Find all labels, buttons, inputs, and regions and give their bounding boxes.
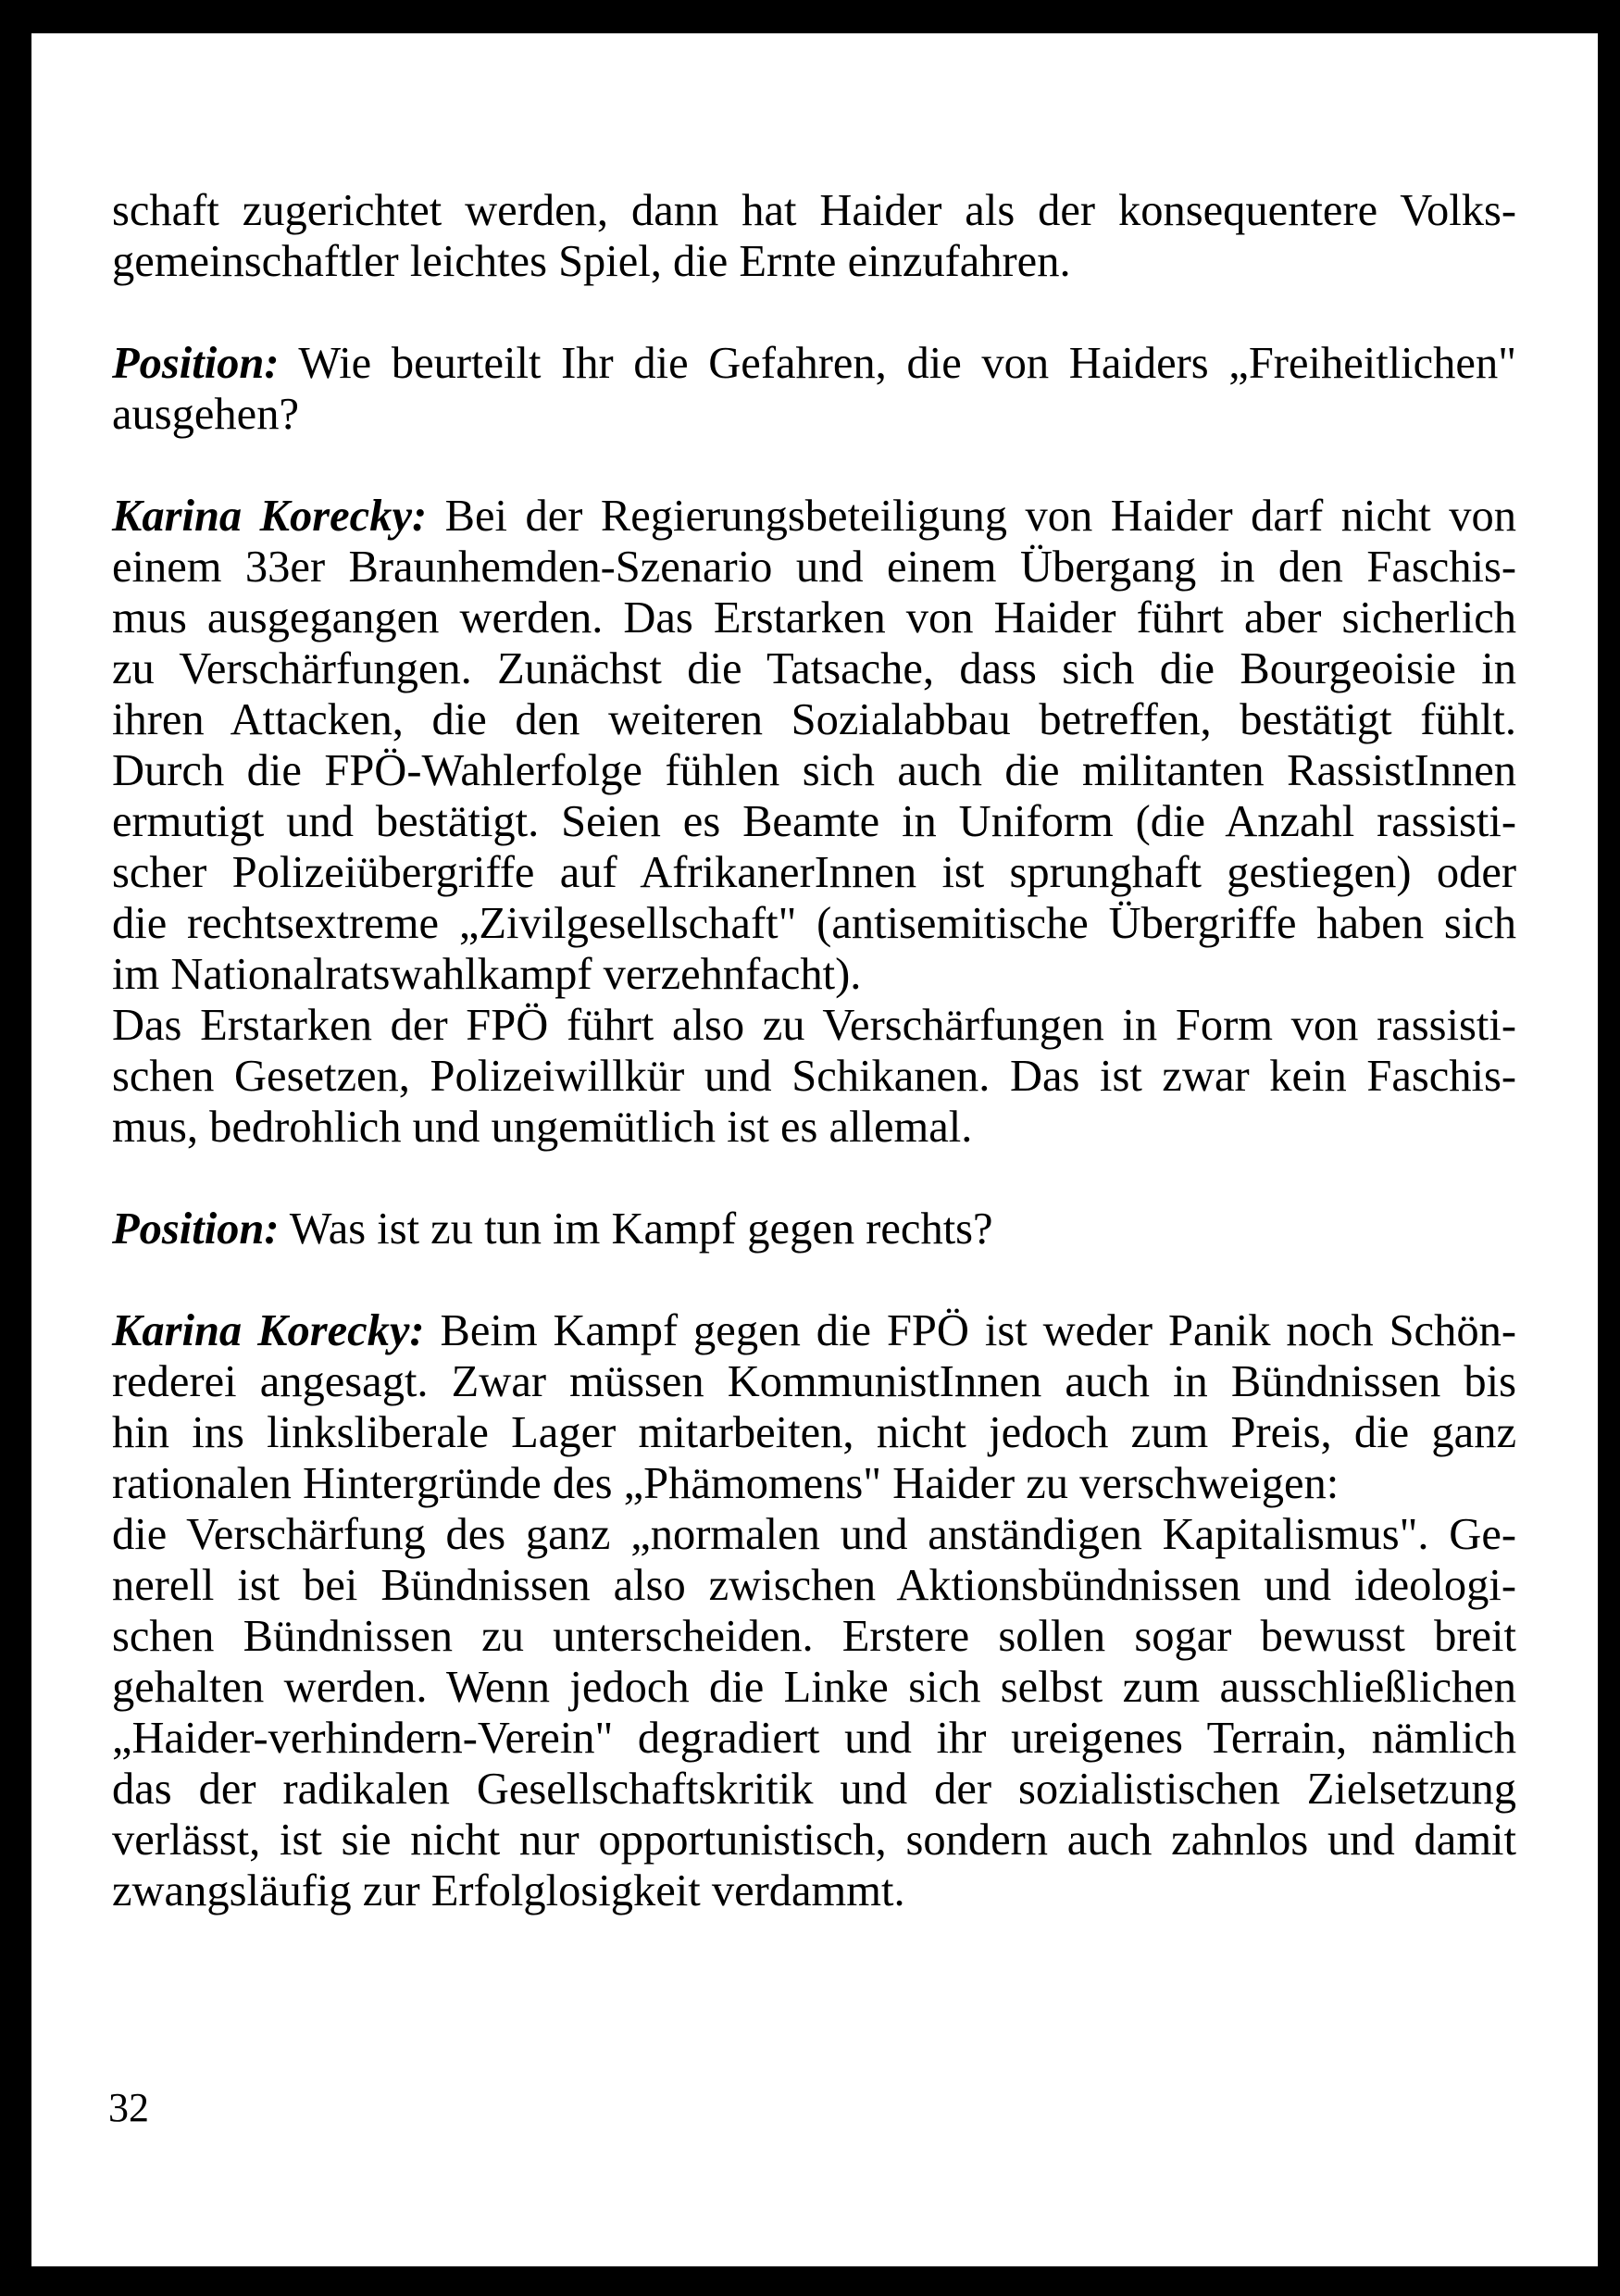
text-line: einem 33er Braunhemden-Szenario und einem Übergang in den Faschis- (112, 543, 1516, 592)
text-line: das der radikalen Gesellschaftskritik und der sozialistischen Zielsetzung (112, 1765, 1516, 1814)
paragraph-continuation (112, 185, 1516, 287)
text-line: hin ins linksliberale Lager mitarbeiten, nicht jedoch zum Preis, die ganz (112, 1408, 1516, 1457)
text-line: schen Gesetzen, Polizeiwillkür und Schikanen. Das ist zwar kein Faschis- (112, 1052, 1516, 1101)
text-line: ausgehen? (112, 390, 299, 439)
text-line: mus ausgegangen werden. Das Erstarken von Haider führt aber sicherlich (112, 593, 1516, 643)
paragraph-gap (112, 440, 1516, 491)
text-line: gehalten werden. Wenn jedoch die Linke sich selbst zum ausschließlichen (112, 1663, 1516, 1712)
text-line (112, 491, 1516, 542)
text-line: „Haider-verhindern-Verein" degradiert und ihr ureigenes Terrain, nämlich (112, 1714, 1516, 1763)
speaker-label: Position: (112, 339, 280, 388)
text-line (112, 338, 1516, 389)
paragraph-answer-1 (112, 491, 1516, 1000)
text-line: rederei angesagt. Zwar müssen KommunistInnen auch in Bündnissen bis (112, 1357, 1516, 1406)
body-text (112, 185, 1516, 1916)
text-line: gemeinschaftler leichtes Spiel, die Ernte einzufahren. (112, 237, 1071, 286)
speaker-label: Position: (112, 1204, 280, 1254)
paragraph-question-1 (112, 338, 1516, 440)
text-line: schaft zugerichtet werden, dann hat Haider als der konsequentere Volks- (112, 186, 1516, 235)
text-line: mus, bedrohlich und ungemütlich ist es allemal. (112, 1103, 973, 1152)
text-line: zu Verschärfungen. Zunächst die Tatsache, dass sich die Bourgeoisie in (112, 644, 1516, 693)
speaker-label: Karina Korecky: (112, 1306, 425, 1355)
paragraph-gap (112, 1153, 1516, 1204)
text-line: schen Bündnissen zu unterscheiden. Erstere sollen sogar bewusst breit (112, 1612, 1516, 1661)
text-line (112, 1305, 1516, 1356)
text-line: scher Polizeiübergriffe auf AfrikanerInnen ist sprunghaft gestiegen) oder (112, 848, 1516, 897)
text-line: nerell ist bei Bündnissen also zwischen Aktionsbündnissen und ideologi- (112, 1561, 1516, 1610)
text-run: Bei der Regierungsbeteiligung von Haider darf nicht von (427, 492, 1516, 541)
text-line (112, 1204, 1516, 1254)
text-run: Beim Kampf gegen die FPÖ ist weder Panik noch Schön- (424, 1306, 1516, 1355)
speaker-label: Karina Korecky: (112, 492, 428, 541)
paragraph-question-2 (112, 1204, 1516, 1254)
paragraph-answer-2-continued (112, 1509, 1516, 1916)
paragraph-gap (112, 287, 1516, 338)
text-line: rationalen Hintergründe des „Phämomens" Haider zu verschweigen: (112, 1459, 1340, 1508)
page-number: 32 (108, 2085, 149, 2130)
paragraph-answer-1-continued (112, 1000, 1516, 1153)
paragraph-gap (112, 1254, 1516, 1305)
text-line: Das Erstarken der FPÖ führt also zu Verschärfungen in Form von rassisti- (112, 1001, 1516, 1050)
text-line: ermutigt und bestätigt. Seien es Beamte in Uniform (die Anzahl rassisti- (112, 797, 1516, 846)
text-line: die Verschärfung des ganz „normalen und anständigen Kapitalismus". Ge- (112, 1510, 1516, 1559)
text-line: zwangsläufig zur Erfolglosigkeit verdammt. (112, 1866, 905, 1915)
text-line: verlässt, ist sie nicht nur opportunistisch, sondern auch zahnlos und damit (112, 1816, 1516, 1865)
text-line: Durch die FPÖ-Wahlerfolge fühlen sich auch die militanten RassistInnen (112, 746, 1516, 795)
text-run: Was ist zu tun im Kampf gegen rechts? (279, 1204, 993, 1254)
text-run: Wie beurteilt Ihr die Gefahren, die von Haiders „Freiheitlichen" (279, 339, 1516, 388)
text-line: im Nationalratswahlkampf verzehnfacht). (112, 950, 862, 999)
paragraph-answer-2 (112, 1305, 1516, 1509)
text-line: ihren Attacken, die den weiteren Sozialabbau betreffen, bestätigt fühlt. (112, 695, 1516, 744)
text-line: die rechtsextreme „Zivilgesellschaft" (antisemitische Übergriffe haben sich (112, 899, 1516, 948)
